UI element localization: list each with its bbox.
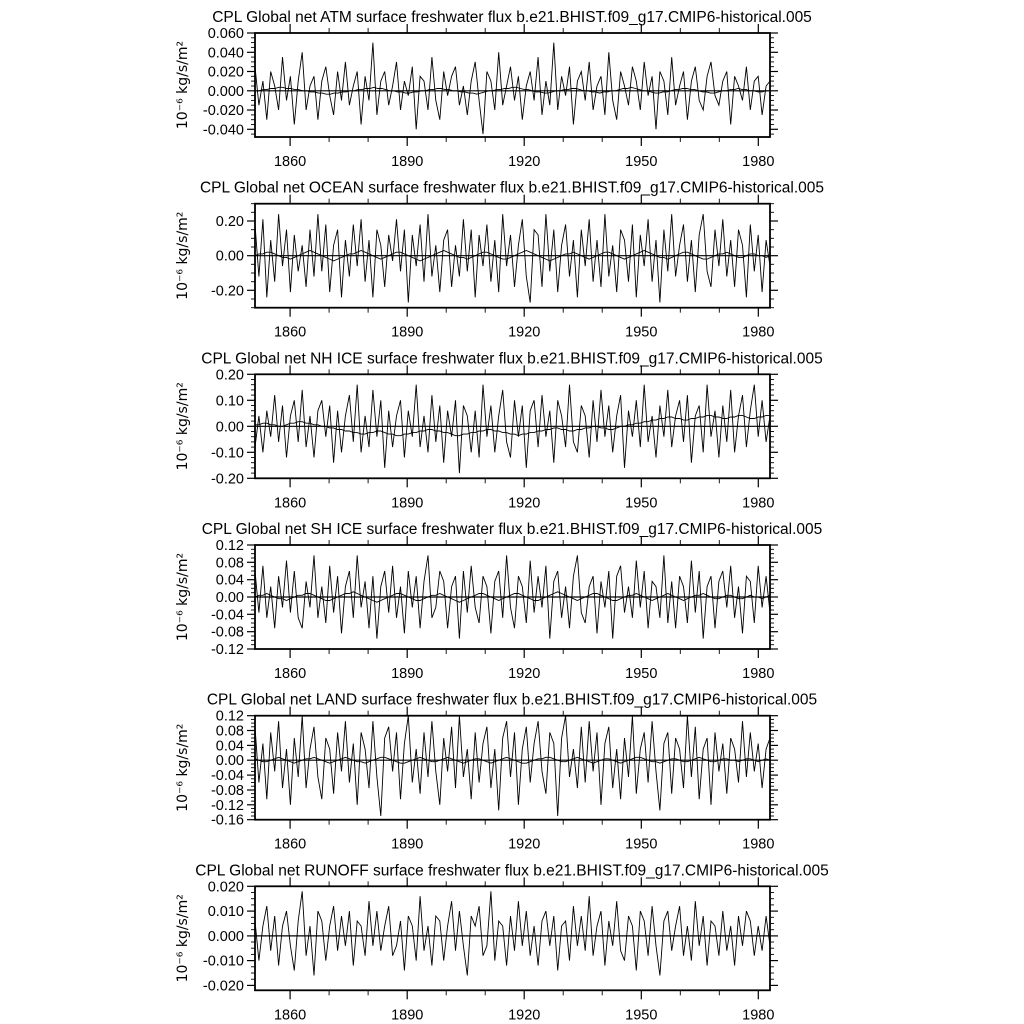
y-tick-label: 0.00 [215, 248, 244, 265]
x-tick-label: 1920 [508, 324, 541, 341]
y-tick-label: 0.04 [215, 738, 244, 755]
chart-title-land: CPL Global net LAND surface freshwater flux b.e21.BHIST.f09_g17.CMIP6-historical.005 [206, 691, 818, 709]
y-tick-label: 0.12 [215, 708, 244, 725]
y-tick-label: 0.020 [207, 64, 244, 81]
x-tick-label: 1890 [391, 495, 424, 512]
panel-nh-ice-plot [175, 365, 778, 511]
panel-land-plot [175, 707, 778, 853]
series-annual [255, 891, 770, 975]
x-tick-label: 1950 [625, 666, 658, 682]
y-tick-label: 0.040 [207, 45, 244, 62]
x-tick-label: 1980 [742, 1007, 775, 1024]
chart-title-atm: CPL Global net ATM surface freshwater flux b.e21.BHIST.f09_g17.CMIP6-historical.005 [212, 9, 812, 26]
y-tick-label: 0.12 [215, 538, 244, 554]
y-tick-label: -0.08 [210, 624, 244, 641]
y-tick-label: -0.04 [210, 607, 244, 624]
y-tick-label: -0.08 [210, 783, 244, 799]
plot-frame [255, 716, 770, 820]
x-tick-label: 1890 [391, 836, 424, 853]
y-tick-label: 0.08 [215, 723, 244, 740]
y-tick-label: -0.20 [210, 471, 244, 488]
y-tick-label: -0.020 [202, 103, 244, 119]
y-tick-label: -0.10 [210, 445, 244, 462]
y-axis-unit-label: 10⁻⁶ kg/s/m² [175, 382, 191, 471]
y-tick-label: 0.04 [215, 572, 244, 589]
x-tick-label: 1920 [508, 495, 541, 512]
x-tick-label: 1950 [625, 495, 658, 512]
y-tick-label: 0.08 [215, 555, 244, 572]
y-axis-unit-label: 10⁻⁶ kg/s/m² [175, 40, 191, 130]
x-tick-label: 1920 [508, 836, 541, 853]
y-axis-unit-label: 10⁻⁶ kg/s/m² [175, 723, 191, 812]
y-tick-label: 0.00 [215, 419, 244, 436]
y-tick-label: 0.10 [215, 393, 244, 410]
series-annual [255, 43, 770, 135]
y-tick-label: 0.20 [215, 214, 244, 230]
x-tick-label: 1950 [625, 1007, 658, 1024]
panel-runoff-plot [175, 877, 778, 1023]
x-tick-label: 1860 [273, 836, 307, 853]
y-tick-label: 0.020 [207, 879, 244, 896]
y-tick-label: -0.20 [210, 283, 244, 300]
y-tick-label: -0.020 [202, 978, 244, 995]
panel-sh-ice-plot [175, 536, 778, 682]
x-tick-label: 1980 [742, 666, 775, 682]
y-tick-label: 0.20 [215, 367, 244, 384]
x-tick-label: 1890 [391, 666, 424, 682]
x-tick-label: 1890 [391, 154, 424, 170]
x-tick-label: 1890 [391, 324, 424, 341]
y-axis-unit-label: 10⁻⁶ kg/s/m² [175, 894, 191, 983]
y-tick-label: 0.010 [207, 904, 244, 921]
x-tick-label: 1920 [508, 666, 541, 682]
x-tick-label: 1950 [625, 324, 658, 341]
chart-title-ocean: CPL Global net OCEAN surface freshwater flux b.e21.BHIST.f09_g17.CMIP6-historical.005 [199, 179, 825, 197]
x-tick-label: 1950 [625, 154, 658, 170]
y-tick-label: -0.12 [210, 797, 244, 814]
y-tick-label: 0.00 [215, 590, 244, 606]
x-tick-label: 1980 [742, 324, 775, 341]
y-tick-label: 0.060 [207, 26, 244, 42]
y-tick-label: -0.16 [210, 812, 244, 829]
y-tick-label: -0.040 [202, 122, 244, 139]
x-tick-label: 1920 [508, 154, 541, 170]
y-axis-unit-label: 10⁻⁶ kg/s/m² [175, 552, 191, 642]
x-tick-label: 1980 [742, 154, 775, 170]
panel-ocean-plot [175, 195, 778, 341]
x-tick-label: 1980 [742, 495, 775, 512]
series-annual [255, 385, 770, 473]
y-tick-label: -0.010 [202, 953, 244, 970]
x-tick-label: 1860 [273, 154, 307, 170]
x-tick-label: 1980 [742, 836, 775, 853]
x-tick-label: 1920 [508, 1007, 541, 1024]
series-annual [255, 214, 770, 302]
x-tick-label: 1890 [391, 1007, 424, 1024]
panel-atm-plot [175, 24, 778, 170]
x-tick-label: 1860 [273, 1007, 307, 1024]
chart-title-sh-ice: CPL Global net SH ICE surface freshwater flux b.e21.BHIST.f09_g17.CMIP6-historical.005 [201, 521, 823, 538]
x-tick-label: 1860 [273, 324, 307, 341]
y-tick-label: 0.000 [207, 928, 244, 945]
y-tick-label: -0.12 [210, 642, 244, 658]
x-tick-label: 1860 [273, 666, 307, 682]
y-tick-label: -0.04 [210, 768, 244, 785]
y-tick-label: 0.000 [207, 83, 244, 100]
y-axis-unit-label: 10⁻⁶ kg/s/m² [175, 211, 191, 300]
series-annual [255, 716, 770, 816]
chart-title-nh-ice: CPL Global net NH ICE surface freshwater flux b.e21.BHIST.f09_g17.CMIP6-historical.005 [201, 350, 823, 368]
x-tick-label: 1860 [273, 495, 307, 512]
y-tick-label: 0.00 [215, 753, 244, 770]
x-tick-label: 1950 [625, 836, 658, 853]
chart-title-runoff: CPL Global net RUNOFF surface freshwater flux b.e21.BHIST.f09_g17.CMIP6-historical.005 [195, 862, 829, 880]
